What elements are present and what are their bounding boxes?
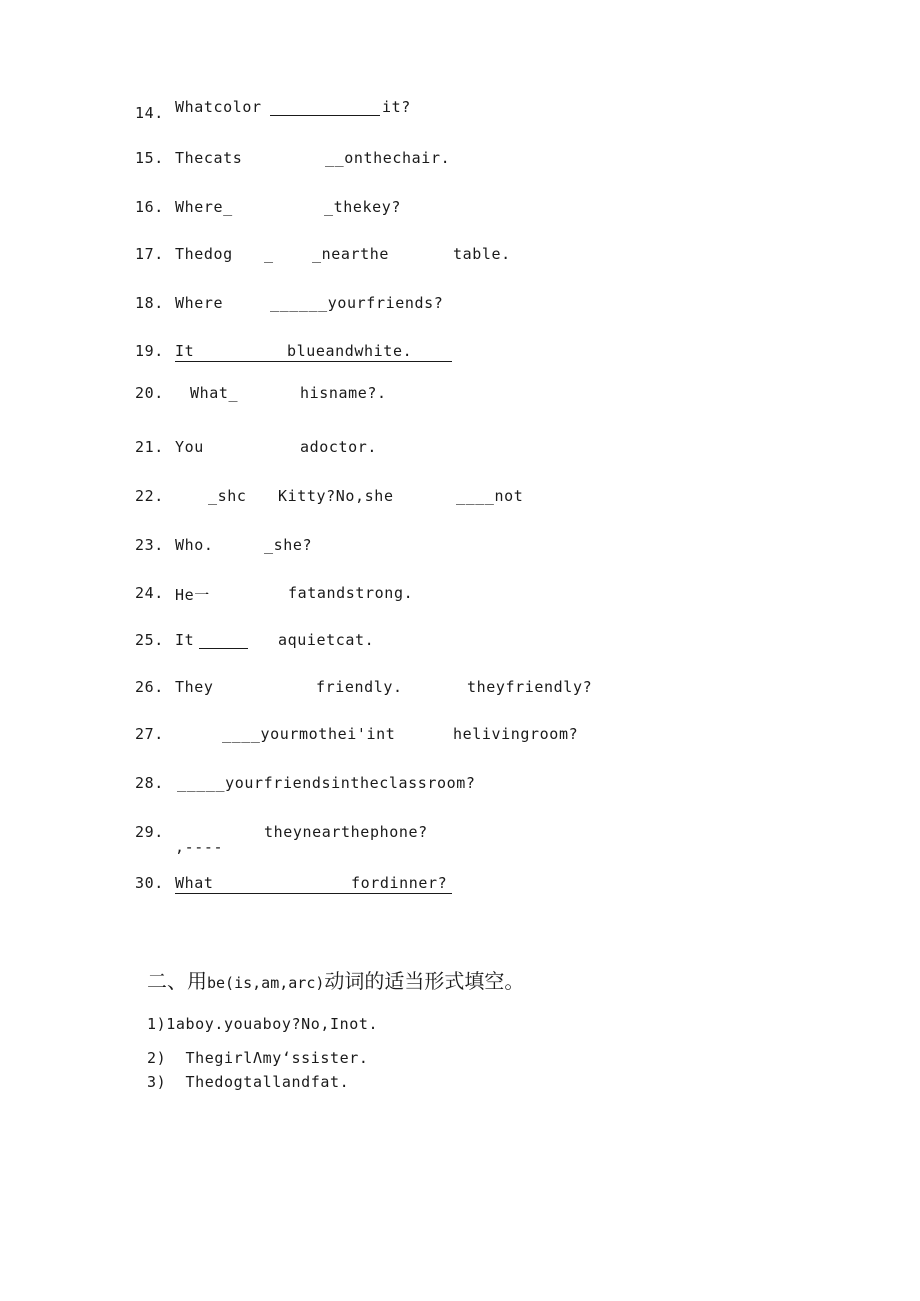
question-text: _____yourfriendsintheclassroom?: [177, 774, 476, 792]
section-heading: [147, 965, 524, 994]
question-number: 26.: [135, 678, 164, 696]
section-be-forms: be(is,am,arc): [207, 974, 325, 992]
answer-blank[interactable]: [175, 893, 452, 894]
question-text: __onthechair.: [325, 149, 451, 167]
question-text: ______yourfriends?: [270, 294, 444, 312]
question-text: Kitty?No,she: [278, 487, 394, 505]
question-number: 27.: [135, 725, 164, 743]
question-text: It: [175, 342, 195, 360]
question-text: Thecats: [175, 149, 243, 167]
question-text: ____not: [456, 487, 524, 505]
question-number: 28.: [135, 774, 164, 792]
answer-blank[interactable]: [270, 115, 380, 116]
question-text: Thedog: [175, 245, 233, 263]
question-text: fatandstrong.: [288, 584, 414, 602]
question-number: 22.: [135, 487, 164, 505]
question-text: _thekey?: [324, 198, 402, 216]
question-text: helivingroom?: [453, 725, 579, 743]
question-text: You: [175, 438, 204, 456]
question-number: 18.: [135, 294, 164, 312]
question-text: theyfriendly?: [467, 678, 593, 696]
question-number: 20.: [135, 384, 164, 402]
question-number: 15.: [135, 149, 164, 167]
question-text: fordinner?: [351, 874, 448, 892]
answer-blank[interactable]: [175, 361, 452, 362]
question-number: 21.: [135, 438, 164, 456]
question-text: adoctor.: [300, 438, 378, 456]
question-number: 29.: [135, 823, 164, 841]
question-text: friendly.: [316, 678, 403, 696]
exercise-line: 3) Thedogtallandfat.: [147, 1073, 350, 1091]
question-text: Who.: [175, 536, 214, 554]
section-prefix: 二、用: [147, 969, 207, 993]
question-text: _shc: [208, 487, 247, 505]
question-text: Where_: [175, 198, 233, 216]
question-text: _: [264, 245, 274, 263]
question-text: table.: [453, 245, 511, 263]
question-text: hisname?.: [300, 384, 387, 402]
answer-blank[interactable]: [199, 648, 248, 649]
question-text: Whatcolor: [175, 98, 262, 116]
question-text: _nearthe: [312, 245, 390, 263]
question-text: ,----: [175, 838, 224, 856]
question-text: It: [175, 631, 195, 649]
question-number: 17.: [135, 245, 164, 263]
question-text: blueandwhite.: [287, 342, 413, 360]
question-text: They: [175, 678, 214, 696]
exercise-line: 1)1aboy.youaboy?No,Inot.: [147, 1015, 379, 1033]
question-number: 23.: [135, 536, 164, 554]
question-text: What: [175, 874, 214, 892]
question-text: aquietcat.: [278, 631, 375, 649]
question-text: What_: [190, 384, 239, 402]
question-text: theynearthephone?: [264, 823, 428, 841]
question-number: 16.: [135, 198, 164, 216]
question-number: 25.: [135, 631, 164, 649]
section-suffix: 动词的适当形式填空。: [324, 969, 525, 993]
question-text: it?: [382, 98, 411, 116]
question-number: 30.: [135, 874, 164, 892]
question-number: 14.: [135, 104, 164, 122]
question-number: 24.: [135, 584, 164, 602]
question-text: ____yourmothei'int: [222, 725, 396, 743]
exercise-line: 2) ThegirlΛmy‘ssister.: [147, 1049, 369, 1067]
question-text: _she?: [264, 536, 313, 554]
question-number: 19.: [135, 342, 164, 360]
question-text: He一: [175, 586, 210, 604]
question-text: Where: [175, 294, 224, 312]
